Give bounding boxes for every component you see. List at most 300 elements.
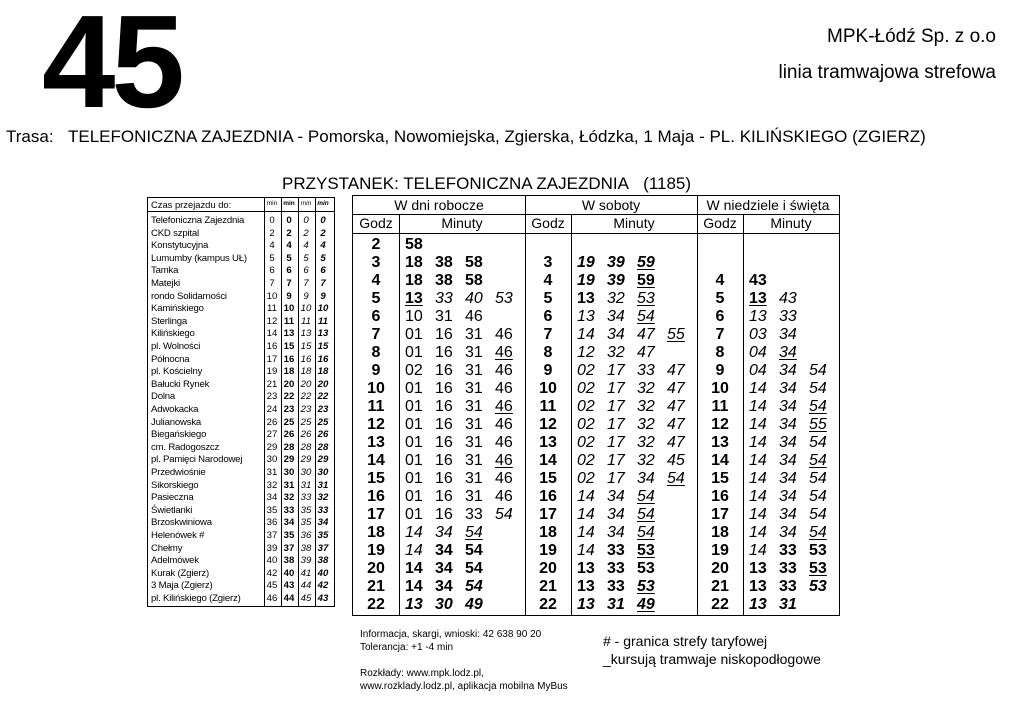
departure-minute: 46: [495, 470, 513, 487]
departure-minute: 14: [577, 488, 595, 505]
min-header: min: [317, 200, 329, 207]
travel-time-value: 2: [303, 227, 309, 239]
departure-minute: 34: [779, 416, 797, 433]
departure-minute: 32: [637, 398, 655, 415]
legend: [603, 632, 821, 668]
hour-sundays: 19: [711, 542, 729, 559]
departure-minute: 14: [749, 380, 767, 397]
travel-time-value: 35: [317, 530, 329, 541]
stop-name: Biegańskiego: [151, 429, 207, 441]
departure-minute: 43: [779, 290, 797, 307]
travel-time-value: 12: [266, 315, 278, 327]
departure-minute: 58: [465, 254, 483, 271]
departure-minute: 16: [435, 344, 453, 361]
minutes-saturdays: [577, 362, 697, 380]
departure-minute: 14: [749, 488, 767, 505]
travel-time-row: [148, 429, 334, 442]
departure-minute: 03: [749, 326, 767, 343]
hour-weekdays: 10: [367, 380, 385, 397]
travel-time-value: 15: [300, 341, 312, 352]
minutes-weekdays: [405, 506, 525, 524]
departure-minute: 34: [779, 506, 797, 523]
hour-sundays: 18: [711, 524, 729, 541]
travel-time-value: 45: [300, 593, 312, 604]
stop-name: Konstytucyjna: [151, 240, 209, 252]
departure-minute: 54: [809, 434, 827, 451]
minutes-weekdays: [405, 380, 525, 398]
departure-minute: 54: [809, 452, 827, 469]
departure-minute: 32: [637, 452, 655, 469]
travel-time-value: 5: [303, 252, 309, 264]
stop-name: Sikorskiego: [151, 479, 199, 491]
travel-time-value: 15: [317, 341, 329, 352]
departure-minute: 02: [577, 398, 595, 415]
departure-minute: 53: [637, 542, 655, 559]
hour-weekdays: 12: [367, 416, 385, 433]
travel-time-value: 32: [266, 479, 278, 491]
departure-minute: 34: [779, 326, 797, 343]
departure-minute: 32: [607, 290, 625, 307]
stop-name: pl. Kościelny: [151, 366, 203, 378]
stop-name: Kurak (Zgierz): [151, 567, 209, 579]
travel-time-value: 35: [283, 530, 295, 541]
hour-sundays: 10: [711, 380, 729, 397]
route-text: TELEFONICZNA ZAJEZDNIA - Pomorska, Nowomiejska, Zgierska, Łódzka, 1 Maja - PL. KILIŃSKIEGO (ZGIERZ): [68, 127, 926, 146]
departure-minute: 34: [607, 326, 625, 343]
departure-minute: 45: [667, 452, 685, 469]
hour-weekdays: 7: [371, 326, 381, 343]
travel-time-value: 7: [320, 278, 326, 289]
timetable-links: Rozkłady: www.mpk.lodz.pl, www.rozklady.lodz.pl, aplikacja mobilna MyBus: [360, 668, 568, 692]
departure-minute: 13: [577, 560, 595, 577]
travel-time-value: 40: [283, 567, 295, 579]
minutes-saturdays: [577, 380, 697, 398]
minutes-saturdays: [577, 560, 667, 578]
stop-name: Brzoskwiniowa: [151, 517, 212, 529]
departure-minute: 46: [465, 308, 483, 325]
hour-weekdays: 8: [371, 344, 381, 361]
departure-minute: 16: [435, 416, 453, 433]
stop-name: Sterlinga: [151, 315, 188, 327]
hour-sundays: 22: [711, 596, 729, 613]
travel-time-row: [148, 316, 334, 329]
travel-time-value: 38: [283, 555, 295, 567]
travel-time-row: [148, 454, 334, 467]
departure-minute: 32: [637, 380, 655, 397]
hour-saturdays: 16: [539, 488, 557, 505]
travel-time-row: [148, 492, 334, 505]
departure-minute: 53: [637, 560, 655, 577]
minutes-weekdays: [405, 452, 525, 470]
travel-time-value: 30: [300, 467, 312, 478]
travel-time-value: 14: [266, 328, 278, 340]
departure-minute: 31: [465, 398, 483, 415]
travel-time-value: 20: [317, 378, 329, 390]
departure-minute: 14: [405, 560, 423, 577]
departure-minute: 55: [809, 416, 827, 433]
minutes-sundays: [749, 416, 839, 434]
departure-minute: 13: [749, 308, 767, 325]
departure-minute: 34: [637, 470, 655, 487]
departure-minute: 47: [637, 344, 655, 361]
travel-time-value: 35: [266, 504, 278, 516]
travel-time-value: 46: [266, 593, 278, 604]
departure-minute: 33: [607, 560, 625, 577]
departure-minute: 49: [465, 596, 483, 613]
departure-minute: 53: [637, 290, 655, 307]
travel-time-value: 10: [300, 303, 312, 315]
hour-weekdays: 6: [371, 308, 381, 325]
stop-name: 3 Maja (Zgierz): [151, 580, 213, 592]
travel-time-value: 33: [300, 492, 312, 504]
departure-minute: 33: [779, 308, 797, 325]
departure-minute: 47: [667, 380, 685, 397]
minutes-weekdays: [405, 326, 525, 344]
stop-name: pl. Kilińskiego (Zgierz): [151, 593, 241, 604]
group-weekdays: W dni robocze: [394, 197, 484, 213]
hour-saturdays: 12: [539, 416, 557, 433]
stop-name: Kamińskiego: [151, 303, 204, 315]
departure-minute: 14: [749, 416, 767, 433]
hour-saturdays: 7: [543, 326, 553, 343]
travel-time-value: 11: [283, 315, 295, 327]
hour-saturdays: 4: [543, 272, 553, 289]
travel-time-value: 26: [300, 429, 312, 441]
hour-saturdays: 11: [539, 398, 557, 415]
departure-minute: 55: [667, 326, 685, 343]
travel-time-value: 23: [283, 404, 295, 415]
minutes-saturdays: [577, 344, 667, 362]
travel-time-value: 13: [317, 328, 329, 340]
travel-time-value: 16: [300, 353, 312, 365]
hour-weekdays: 3: [371, 254, 381, 271]
minutes-weekdays: [405, 254, 495, 272]
minutes-saturdays: [577, 290, 667, 308]
departure-minute: 02: [577, 434, 595, 451]
hour-saturdays: 22: [539, 596, 557, 613]
travel-time-value: 15: [283, 341, 295, 352]
travel-time-value: 25: [283, 416, 295, 428]
travel-time-value: 2: [269, 227, 275, 239]
departure-minute: 47: [667, 362, 685, 379]
departure-minute: 46: [495, 398, 513, 415]
hour-sundays: 8: [715, 344, 725, 361]
travel-time-value: 4: [269, 240, 275, 252]
travel-time-value: 0: [320, 215, 326, 226]
hour-sundays: 5: [715, 290, 725, 307]
departure-minute: 14: [405, 578, 423, 595]
departure-minute: 34: [779, 434, 797, 451]
minutes-weekdays: [405, 398, 525, 416]
travel-time-value: 42: [266, 567, 278, 579]
departure-minute: 47: [667, 416, 685, 433]
stop-name: CKD szpital: [151, 227, 199, 239]
departure-minute: 34: [779, 524, 797, 541]
travel-time-value: 39: [266, 542, 278, 554]
departure-minute: 54: [809, 488, 827, 505]
departure-minute: 17: [607, 452, 625, 469]
hour-saturdays: 10: [539, 380, 557, 397]
minutes-weekdays: [405, 416, 525, 434]
travel-time-row: [148, 240, 334, 253]
departure-minute: 13: [749, 290, 767, 307]
departure-minute: 33: [607, 578, 625, 595]
travel-time-value: 19: [266, 366, 278, 378]
departure-minute: 02: [405, 362, 423, 379]
minutes-saturdays: [577, 524, 667, 542]
departure-minute: 14: [749, 398, 767, 415]
departure-minute: 38: [435, 272, 453, 289]
minutes-weekdays: [405, 344, 525, 362]
departure-minute: 53: [637, 578, 655, 595]
travel-time-value: 24: [266, 404, 278, 415]
travel-time-value: 33: [283, 504, 295, 516]
minutes-saturdays: [577, 434, 697, 452]
travel-time-value: 32: [283, 492, 295, 504]
hour-weekdays: 22: [367, 596, 385, 613]
travel-time-value: 2: [320, 227, 326, 239]
departure-minute: 13: [405, 290, 423, 307]
departure-minute: 34: [435, 542, 453, 559]
travel-time-row: [148, 568, 334, 581]
departure-minute: 34: [435, 524, 453, 541]
departure-minute: 01: [405, 434, 423, 451]
departure-minute: 16: [435, 326, 453, 343]
departure-minute: 47: [667, 434, 685, 451]
travel-time-row: [148, 543, 334, 556]
travel-time-value: 41: [300, 567, 312, 579]
travel-time-value: 29: [317, 454, 329, 466]
minutes-sundays: [749, 542, 839, 560]
travel-time-value: 29: [300, 454, 312, 466]
travel-time-value: 22: [317, 391, 329, 403]
departure-minute: 14: [749, 506, 767, 523]
minutes-sundays: [749, 308, 809, 326]
departure-minute: 33: [779, 542, 797, 559]
minutes-weekdays: [405, 434, 525, 452]
departure-minute: 14: [577, 506, 595, 523]
hour-saturdays: 3: [543, 254, 553, 271]
travel-time-value: 27: [266, 429, 278, 441]
hour-weekdays: 18: [367, 524, 385, 541]
departure-minute: 54: [809, 506, 827, 523]
departure-minute: 33: [637, 362, 655, 379]
minutes-sundays: [749, 524, 839, 542]
travel-time-row: [148, 354, 334, 367]
travel-time-value: 16: [266, 341, 278, 352]
hour-saturdays: 19: [539, 542, 557, 559]
departure-minute: 16: [435, 452, 453, 469]
departure-minute: 31: [465, 434, 483, 451]
minutes-sundays: [749, 560, 839, 578]
minutes-weekdays: [405, 596, 495, 614]
departure-minute: 18: [405, 272, 423, 289]
stop-name: Kilińskiego: [151, 328, 195, 340]
legend-low-floor: _kursują tramwaje niskopodłogowe: [603, 651, 821, 667]
hour-weekdays: 15: [367, 470, 385, 487]
departure-minute: 01: [405, 398, 423, 415]
travel-time-row: [148, 505, 334, 518]
minutes-weekdays: [405, 362, 525, 380]
departure-minute: 46: [495, 326, 513, 343]
travel-time-row: [148, 291, 334, 304]
travel-time-value: 11: [301, 315, 311, 327]
departure-minute: 34: [779, 488, 797, 505]
travel-time-value: 16: [283, 353, 295, 365]
hour-weekdays: 14: [367, 452, 385, 469]
minutes-weekdays: [405, 470, 525, 488]
travel-time-value: 44: [300, 580, 312, 592]
line-number: 45: [42, 0, 181, 135]
minutes-weekdays: [405, 542, 495, 560]
stop-name: cm. Radogoszcz: [151, 441, 220, 453]
hour-saturdays: 21: [539, 578, 557, 595]
minutes-sundays: [749, 452, 839, 470]
stop-name: Telefoniczna Zajezdnia: [151, 215, 245, 226]
departure-minute: 34: [435, 560, 453, 577]
hour-saturdays: 17: [539, 506, 557, 523]
departure-minute: 13: [577, 290, 595, 307]
route-label: Trasa:: [6, 127, 54, 146]
departure-minute: 31: [465, 326, 483, 343]
travel-time-value: 13: [283, 328, 295, 340]
departure-minute: 34: [779, 362, 797, 379]
travel-time-title: Czas przejazdu do:: [151, 199, 232, 210]
minutes-saturdays: [577, 578, 667, 596]
minutes-sundays: [749, 362, 839, 380]
travel-time-value: 40: [317, 567, 329, 579]
hour-sundays: 14: [711, 452, 729, 469]
departure-minute: 54: [809, 362, 827, 379]
hour-header: Godz: [703, 215, 737, 231]
travel-time-value: 26: [283, 429, 295, 441]
travel-time-row: [148, 303, 334, 316]
departure-minute: 46: [495, 362, 513, 379]
departure-minute: 54: [465, 524, 483, 541]
hour-weekdays: 20: [367, 560, 385, 577]
line-type: linia tramwajowa strefowa: [778, 62, 996, 83]
travel-time-row: [148, 417, 334, 430]
travel-time-value: 45: [266, 580, 278, 592]
departure-minute: 30: [435, 596, 453, 613]
departure-minute: 46: [495, 434, 513, 451]
departure-minute: 17: [607, 362, 625, 379]
min-header: min: [283, 200, 295, 207]
travel-time-row: [148, 530, 334, 543]
stop-name: rondo Solidarności: [151, 290, 227, 302]
minutes-weekdays: [405, 578, 495, 596]
minutes-saturdays: [577, 506, 667, 524]
hour-saturdays: 15: [539, 470, 557, 487]
departure-minute: 17: [607, 470, 625, 487]
travel-time-row: [148, 379, 334, 392]
departure-minute: 01: [405, 380, 423, 397]
hour-saturdays: 13: [539, 434, 557, 451]
hour-sundays: 6: [715, 308, 725, 325]
departure-minute: 34: [607, 488, 625, 505]
travel-time-row: [148, 442, 334, 455]
travel-time-value: 31: [266, 467, 278, 478]
minutes-saturdays: [577, 596, 667, 614]
travel-time-row: [148, 480, 334, 493]
minutes-sundays: [749, 290, 809, 308]
stop-name: Dolna: [151, 391, 176, 403]
hour-saturdays: 18: [539, 524, 557, 541]
travel-time-value: 37: [317, 542, 329, 554]
departure-minute: 43: [749, 272, 767, 289]
travel-time-value: 37: [283, 542, 295, 554]
travel-time-value: 4: [303, 240, 309, 252]
travel-time-row: [148, 404, 334, 417]
stop-name: Świetlanki: [151, 504, 193, 516]
minutes-sundays: [749, 470, 839, 488]
travel-time-value: 7: [269, 278, 275, 289]
minutes-sundays: [749, 344, 809, 362]
travel-time-value: 5: [320, 252, 326, 264]
travel-time-table: [147, 197, 335, 607]
stop-name: Chełmy: [151, 542, 183, 554]
hour-sundays: 7: [715, 326, 725, 343]
hour-sundays: 11: [711, 398, 729, 415]
travel-time-value: 22: [283, 391, 295, 403]
hour-header: Godz: [359, 215, 393, 231]
departure-minute: 32: [637, 434, 655, 451]
travel-time-row: [148, 278, 334, 291]
travel-time-value: 0: [303, 215, 309, 226]
travel-time-value: 21: [266, 378, 278, 390]
travel-time-value: 17: [266, 353, 278, 365]
minutes-weekdays: [405, 524, 495, 542]
hour-sundays: 16: [711, 488, 729, 505]
departure-minute: 19: [577, 254, 595, 271]
hour-saturdays: 6: [543, 308, 553, 325]
departure-minute: 47: [667, 398, 685, 415]
stop-name: Północna: [151, 353, 190, 365]
minutes-header: Minuty: [613, 215, 655, 231]
travel-time-value: 30: [317, 467, 329, 478]
departure-minute: 14: [749, 542, 767, 559]
hour-weekdays: 19: [367, 542, 385, 559]
departure-minute: 46: [495, 344, 513, 361]
travel-time-row: [148, 328, 334, 341]
travel-time-value: 37: [266, 530, 278, 541]
departure-minute: 14: [749, 452, 767, 469]
departure-minute: 34: [779, 380, 797, 397]
travel-time-value: 20: [300, 378, 312, 390]
hour-saturdays: 9: [543, 362, 553, 379]
departure-minute: 13: [749, 560, 767, 577]
travel-time-value: 32: [317, 492, 329, 504]
hour-sundays: 9: [715, 362, 725, 379]
travel-time-value: 33: [317, 504, 329, 516]
travel-time-value: 9: [320, 290, 326, 302]
minutes-saturdays: [577, 488, 667, 506]
minutes-saturdays: [577, 398, 697, 416]
minutes-sundays: [749, 326, 809, 344]
departure-minute: 01: [405, 506, 423, 523]
departure-minute: 34: [779, 470, 797, 487]
departure-minute: 13: [405, 596, 423, 613]
travel-time-value: 7: [286, 278, 292, 289]
stop-name: Tamka: [151, 265, 179, 277]
travel-time-value: 13: [300, 328, 312, 340]
travel-time-row: [148, 253, 334, 266]
travel-time-value: 10: [266, 290, 278, 302]
departure-minute: 01: [405, 344, 423, 361]
departure-minute: 13: [749, 596, 767, 613]
departure-minute: 31: [465, 344, 483, 361]
departure-minute: 16: [435, 362, 453, 379]
